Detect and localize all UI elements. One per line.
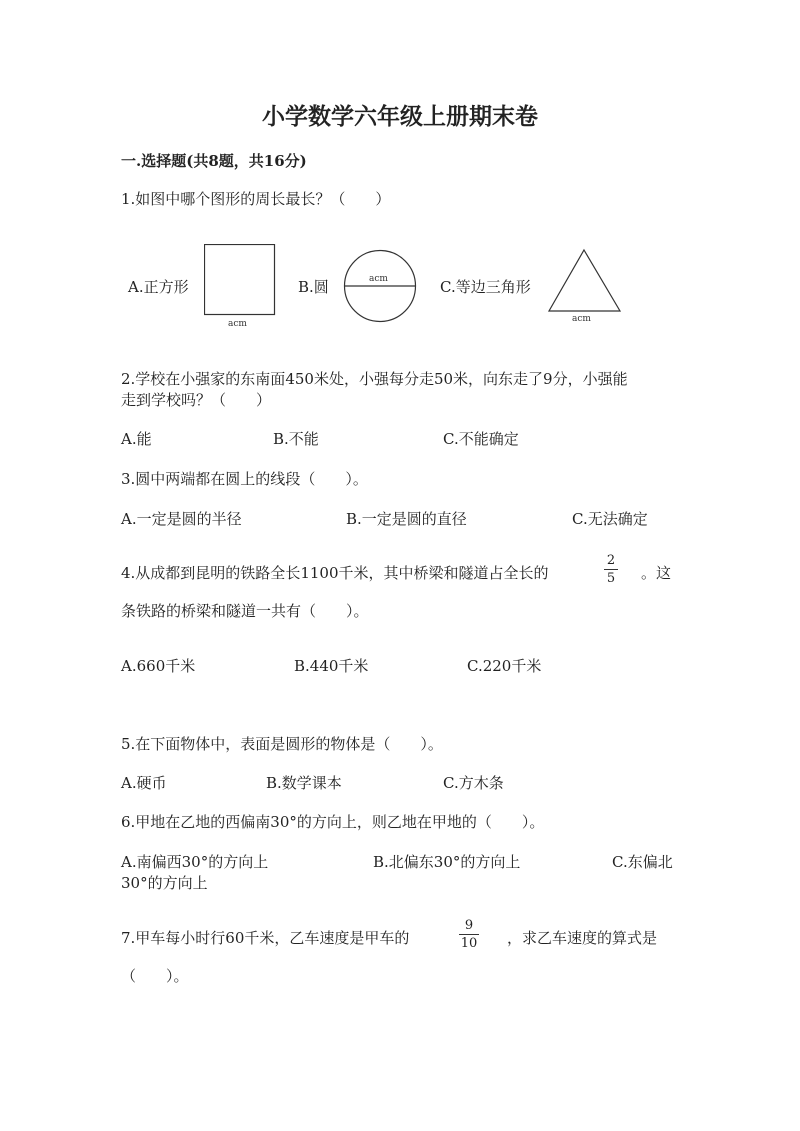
q5-option-b[interactable]: B.数学课本 <box>266 774 342 792</box>
triangle-shape <box>549 250 620 311</box>
q7-fraction-denominator: 10 <box>460 936 478 951</box>
question-1-text: 1.如图中哪个图形的周长最长？（ ） <box>121 190 391 208</box>
q5-option-c[interactable]: C.方木条 <box>443 774 504 792</box>
triangle-figure <box>547 248 623 326</box>
question-7-line2: （ ）。 <box>121 967 189 985</box>
circle-figure <box>343 249 417 323</box>
q3-option-a[interactable]: A.一定是圆的半径 <box>121 510 242 528</box>
question-5-text: 5.在下面物体中，表面是圆形的物体是（ ）。 <box>121 735 443 753</box>
q4-fraction <box>604 554 618 585</box>
question-7-text-end: ，求乙车速度的算式是 <box>507 929 658 947</box>
q6-option-c-continued: 30°的方向上 <box>121 874 208 892</box>
question-4-line2: 条铁路的桥梁和隧道一共有（ ）。 <box>121 602 369 620</box>
page-title: 小学数学六年级上册期末卷 <box>262 103 538 130</box>
question-2-line2: 走到学校吗？（ ） <box>121 391 272 409</box>
question-4-text: 4.从成都到昆明的铁路全长1100千米，其中桥梁和隧道占全长的 <box>121 564 549 582</box>
fraction-bar <box>459 934 479 935</box>
q3-option-b[interactable]: B.一定是圆的直径 <box>346 510 467 528</box>
square-figure <box>204 244 276 330</box>
q1-option-a[interactable]: A.正方形 <box>128 278 189 296</box>
q6-option-c[interactable]: C.东偏北 <box>612 853 673 871</box>
q2-option-c[interactable]: C.不能确定 <box>443 430 519 448</box>
question-4-text-end: 。这 <box>641 564 672 582</box>
circle-label: acm <box>369 274 388 284</box>
q4-option-c[interactable]: C.220千米 <box>467 657 542 675</box>
q7-fraction-numerator: 9 <box>464 918 474 933</box>
q6-option-b[interactable]: B.北偏东30°的方向上 <box>373 853 521 871</box>
q4-option-a[interactable]: A.660千米 <box>121 657 196 675</box>
question-6-text: 6.甲地在乙地的西偏南30°的方向上，则乙地在甲地的（ ）。 <box>121 813 545 831</box>
question-3-text: 3.圆中两端都在圆上的线段（ ）。 <box>121 470 368 488</box>
q7-fraction <box>459 919 479 950</box>
fraction-bar <box>604 569 618 570</box>
q4-fraction-denominator: 5 <box>606 571 616 586</box>
q4-option-b[interactable]: B.440千米 <box>294 657 369 675</box>
square-label: acm <box>228 319 247 329</box>
q4-fraction-numerator: 2 <box>606 553 616 568</box>
square-shape <box>205 245 275 315</box>
q2-option-a[interactable]: A.能 <box>121 430 152 448</box>
q3-option-c[interactable]: C.无法确定 <box>572 510 648 528</box>
section-heading: 一.选择题(共8题，共16分) <box>121 152 307 170</box>
q1-option-b[interactable]: B.圆 <box>298 278 329 296</box>
q2-option-b[interactable]: B.不能 <box>273 430 319 448</box>
triangle-label: acm <box>572 314 591 324</box>
q1-option-c[interactable]: C.等边三角形 <box>440 278 531 296</box>
question-7-text: 7.甲车每小时行60千米，乙车速度是甲车的 <box>121 929 410 947</box>
question-2-line1: 2.学校在小强家的东南面450米处，小强每分走50米，向东走了9分，小强能 <box>121 370 628 388</box>
q6-option-a[interactable]: A.南偏西30°的方向上 <box>121 853 269 871</box>
q5-option-a[interactable]: A.硬币 <box>121 774 167 792</box>
